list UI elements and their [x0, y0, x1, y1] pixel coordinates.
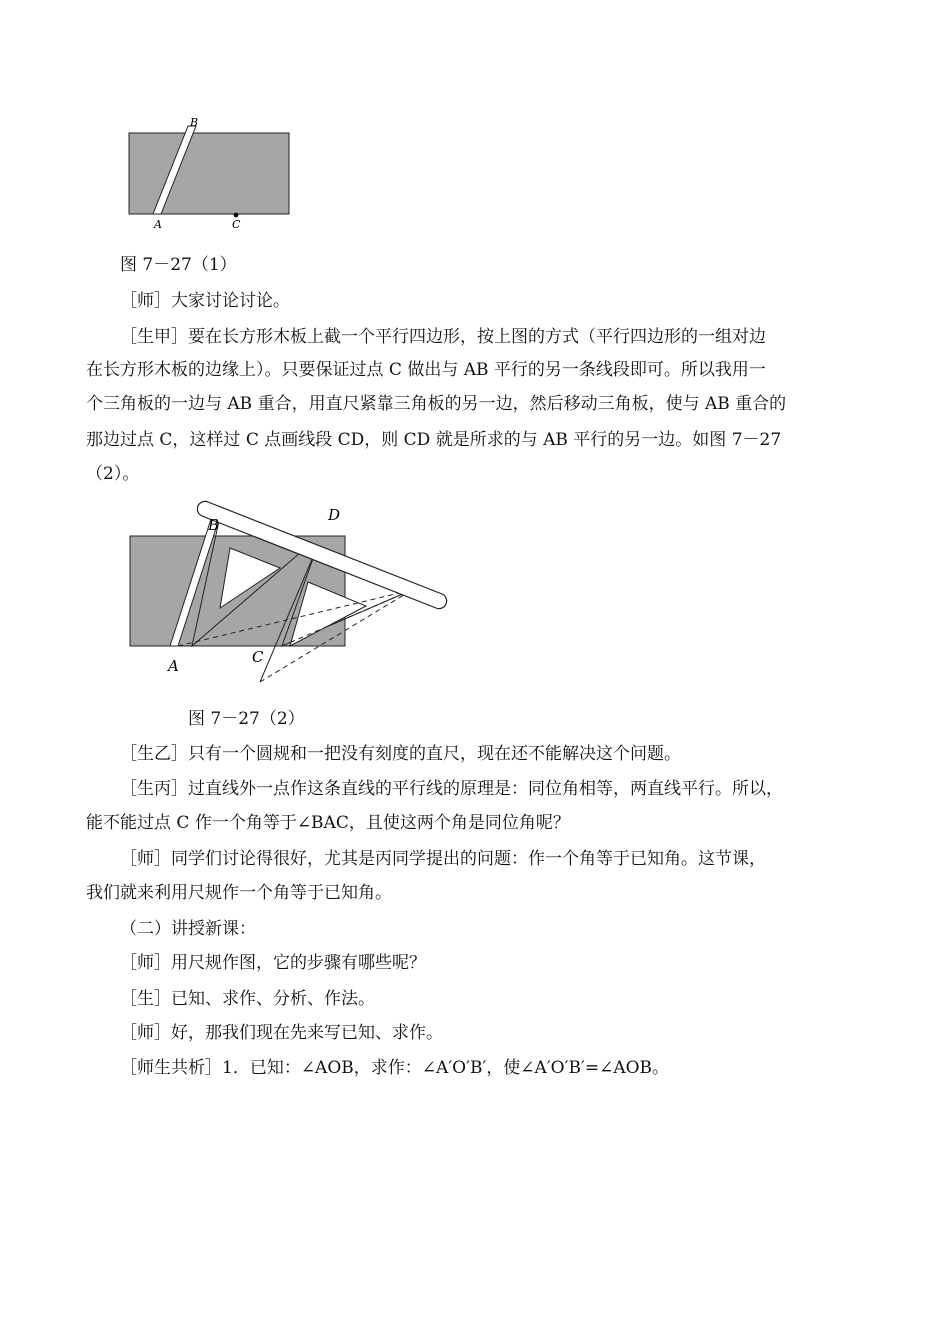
paragraph-line: 能不能过点 C 作一个角等于∠BAC，且使这两个角是同位角呢？	[86, 813, 570, 833]
paragraph-line: ［生丙］过直线外一点作这条直线的平行线的原理是：同位角相等，两直线平行。所以，	[120, 779, 783, 799]
label-b: B	[208, 516, 220, 534]
paragraph-line: ［师］用尺规作图，它的步骤有哪些呢？	[120, 953, 426, 973]
paragraph-line: ［生乙］只有一个圆规和一把没有刻度的直尺，现在还不能解决这个问题。	[120, 744, 681, 764]
figure-2-caption: 图 7－27（2）	[188, 709, 305, 729]
paragraph-line: 我们就来利用尺规作一个角等于已知角。	[86, 883, 392, 903]
wooden-board	[129, 133, 289, 214]
label-c: C	[252, 648, 264, 666]
label-a: A	[154, 218, 162, 231]
figure-7-27-2	[120, 490, 465, 690]
paragraph-line: ［师］好，那我们现在先来写已知、求作。	[120, 1023, 443, 1043]
label-b: B	[190, 116, 199, 129]
section-heading: （二）讲授新课：	[120, 919, 256, 939]
paragraph-line: 个三角板的一边与 AB 重合，用直尺紧靠三角板的另一边，然后移动三角板，使与 AB 重合的	[86, 394, 787, 414]
paragraph-line: ［师］同学们讨论得很好，尤其是丙同学提出的问题：作一个角等于已知角。这节课，	[120, 849, 766, 869]
label-c: C	[232, 218, 241, 231]
label-a: A	[168, 657, 179, 675]
figure-1-caption: 图 7－27（1）	[120, 255, 237, 275]
paragraph-line: ［生甲］要在长方形木板上截一个平行四边形，按上图的方式（平行四边形的一组对边	[120, 327, 766, 347]
paragraph-line: 那边过点 C，这样过 C 点画线段 CD，则 CD 就是所求的与 AB 平行的另一边。如图 7－27	[86, 430, 782, 450]
point-c-dot	[234, 213, 239, 218]
paragraph-line: 在长方形木板的边缘上）。只要保证过点 C 做出与 AB 平行的另一条线段即可。所以我用一	[86, 360, 766, 380]
paragraph-line: （2）。	[86, 464, 140, 484]
paragraph-line: ［师］大家讨论讨论。	[120, 291, 290, 311]
figure-7-27-1	[110, 112, 310, 237]
paragraph-line: ［师生共析］1．已知：∠AOB，求作：∠A′O′B′，使∠A′O′B′=∠AOB。	[120, 1058, 670, 1078]
paragraph-line: ［生］已知、求作、分析、作法。	[120, 989, 375, 1009]
label-d: D	[328, 506, 341, 524]
